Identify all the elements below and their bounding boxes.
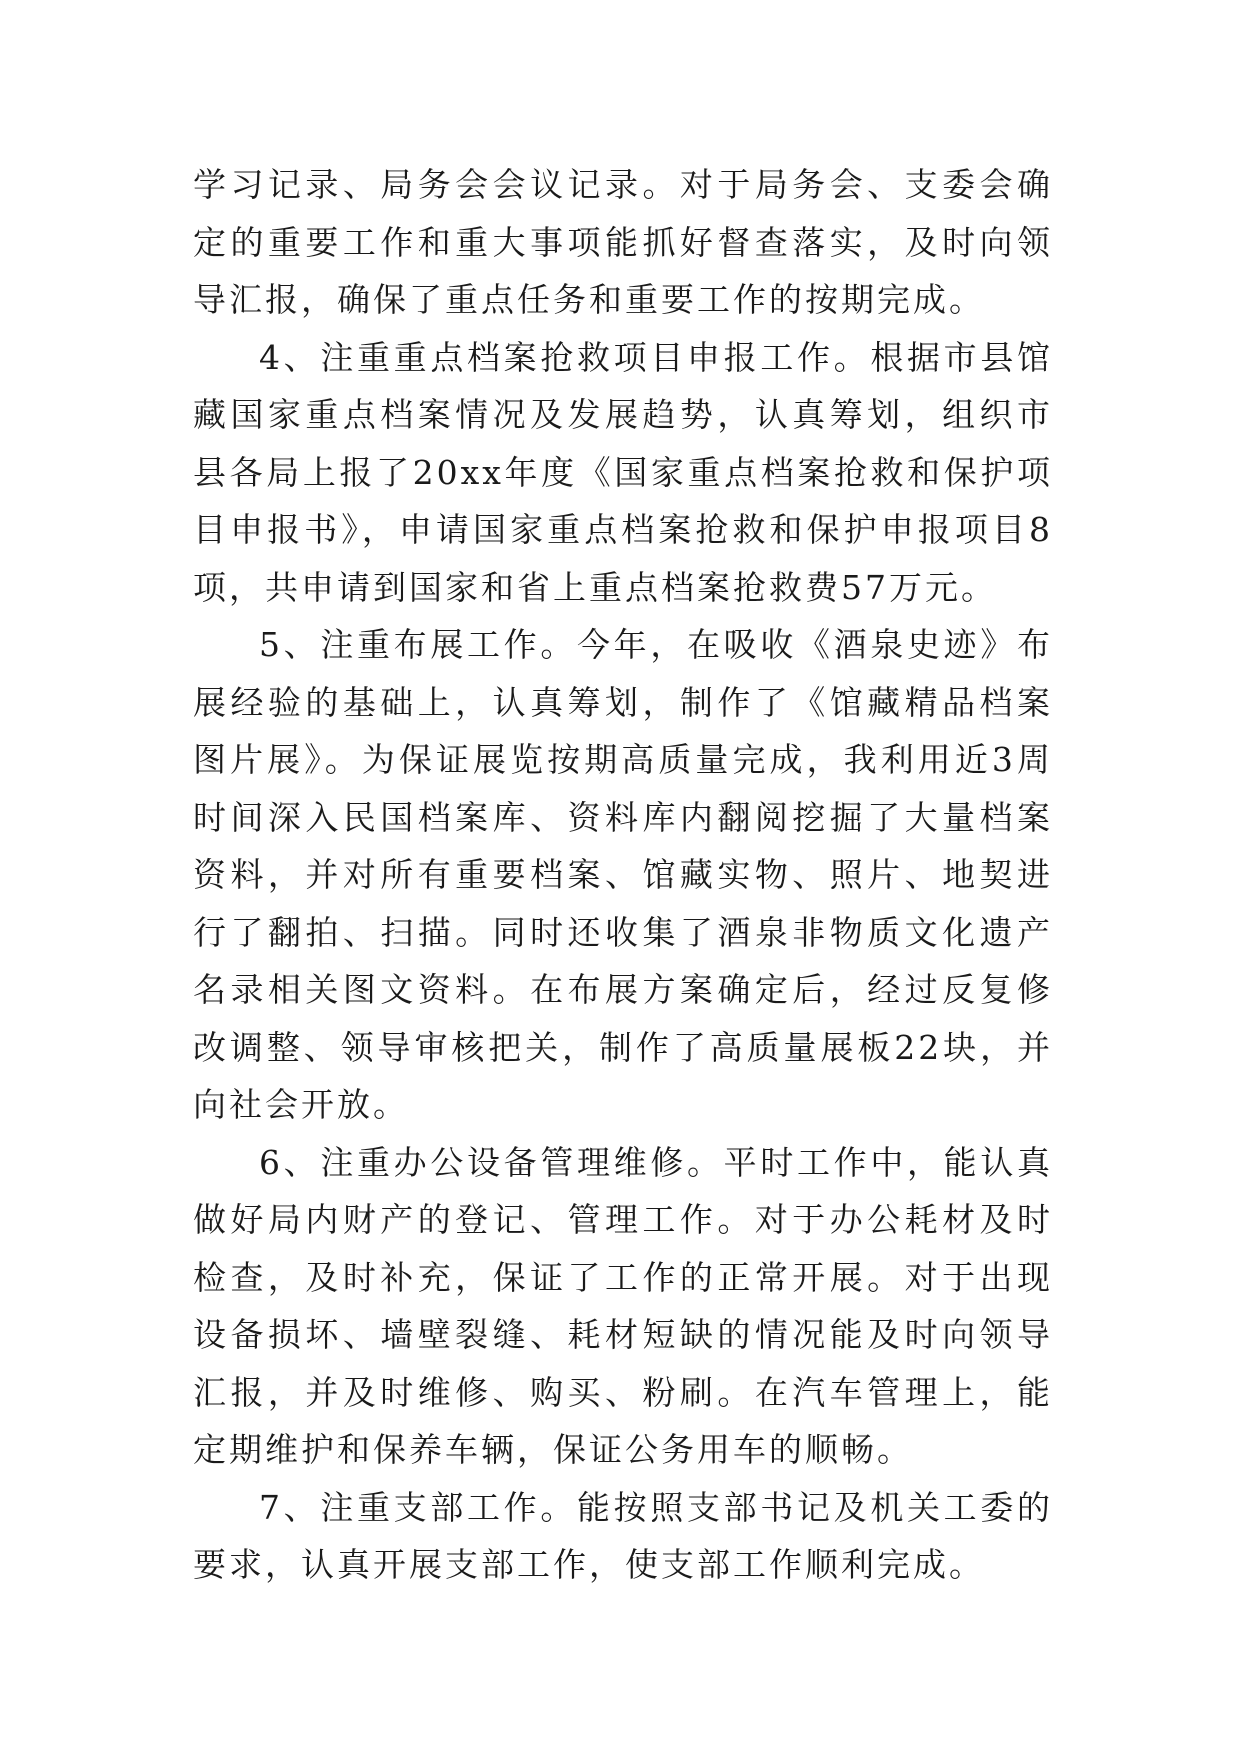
paragraph-item-7-party-branch: 7、注重支部工作。能按照支部书记及机关工委的要求，认真开展支部工作，使支部工作顺利完成。: [193, 1487, 1053, 1584]
paragraph-continued-records: 学习记录、局务会会议记录。对于局务会、支委会确定的重要工作和重大事项能抓好督查落实，及时向领导汇报，确保了重点任务和重要工作的按期完成。: [193, 165, 1053, 319]
paragraph-item-6-office-equipment: 6、注重办公设备管理维修。平时工作中，能认真做好局内财产的登记、管理工作。对于办公耗材及时检查，及时补充，保证了工作的正常开展。对于出现设备损坏、墙壁裂缝、耗材短缺的情况能及时向领导汇报，并及时维修、购买、粉刷。在汽车管理上，能定期维护和保养车辆，保证公务用车的顺畅。: [193, 1142, 1053, 1469]
paragraph-item-4-archive-rescue: 4、注重重点档案抢救项目申报工作。根据市县馆藏国家重点档案情况及发展趋势，认真筹划，组织市县各局上报了20xx年度《国家重点档案抢救和保护项目申报书》，申请国家重点档案抢救和保护申报项目8项，共申请到国家和省上重点档案抢救费57万元。: [193, 337, 1053, 607]
paragraph-item-5-exhibition: 5、注重布展工作。今年，在吸收《酒泉史迹》布展经验的基础上，认真筹划，制作了《馆藏精品档案图片展》。为保证展览按期高质量完成，我利用近3周时间深入民国档案库、资料库内翻阅挖掘了大量档案资料，并对所有重要档案、馆藏实物、照片、地契进行了翻拍、扫描。同时还收集了酒泉非物质文化遗产名录相关图文资料。在布展方案确定后，经过反复修改调整、领导审核把关，制作了高质量展板22块，并向社会开放。: [193, 625, 1053, 1124]
document-body: [193, 156, 1053, 1594]
